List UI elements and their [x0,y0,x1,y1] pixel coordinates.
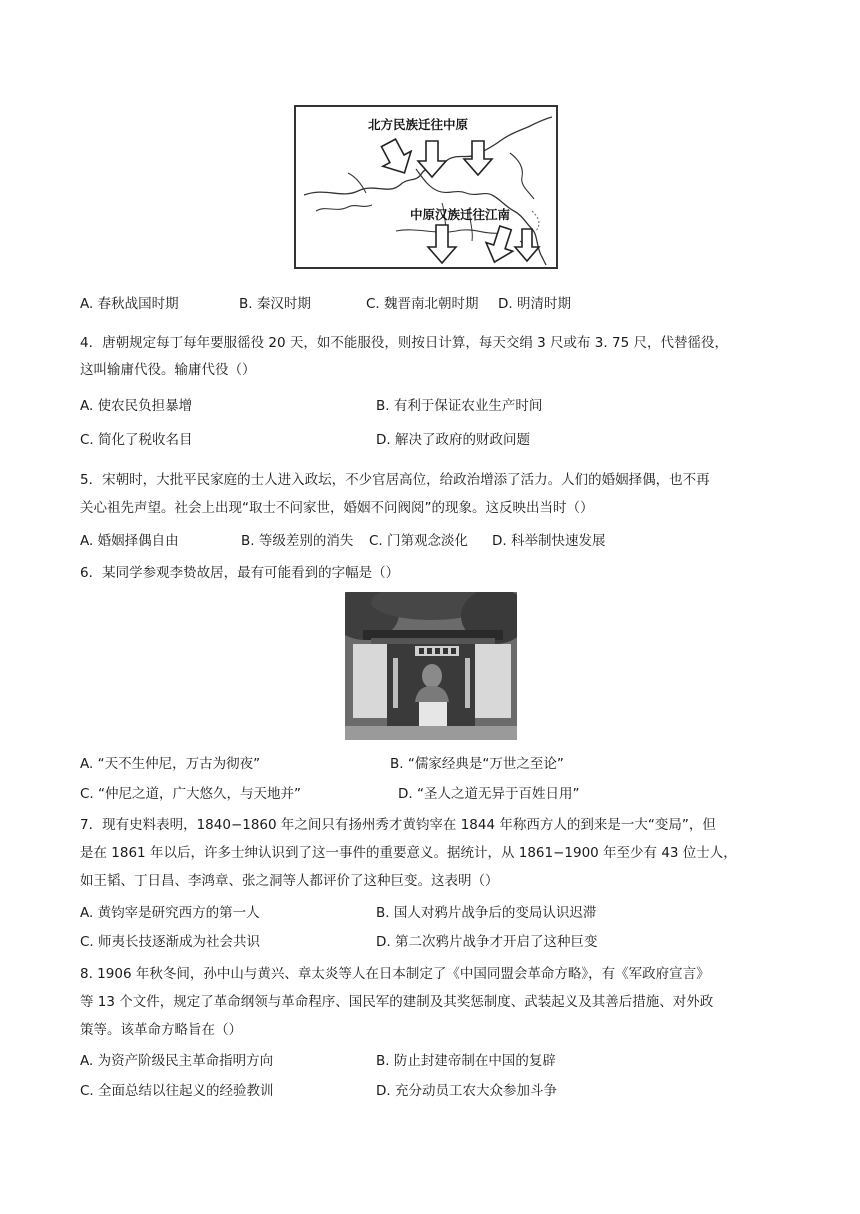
q4-stem-line2: 这叫输庸代役。输庸代役（） [80,362,256,378]
map-label-south: 中原汉族迁往江南 [410,207,511,222]
q7-stem-line3: 如王韬、丁日昌、李鸿章、张之洞等人都评价了这种巨变。这表明（） [80,873,499,889]
q4-stem-line1: 4．唐朝规定每丁每年要服徭役 20 天，如不能服役，则按日计算，每天交绢 3 尺或布 3. 75 尺，代替徭役， [80,335,728,351]
q7-option-b[interactable]: B. 国人对鸦片战争后的变局认识迟滞 [376,905,597,921]
q8-stem-line1: 8. 1906 年秋冬间，孙中山与黄兴、章太炎等人在日本制定了《中国同盟会革命方略》，有《军政府宣言》 [80,966,710,982]
arrow-down-icon [428,224,539,267]
migration-map [294,105,558,269]
arrow-down-icon [374,135,492,180]
q4-option-b[interactable]: B. 有利于保证农业生产时间 [376,398,543,414]
q5-option-a[interactable]: A. 婚姻择偶自由 [80,533,179,549]
q5-stem-line1: 5．宋朝时，大批平民家庭的士人进入政坛，不少官居高位，给政治增添了活力。人们的婚姻择偶，也不再 [80,472,710,488]
q7-option-a[interactable]: A. 黄钧宰是研究西方的第一人 [80,905,260,921]
q8-option-d[interactable]: D. 充分动员工农大众参加斗争 [376,1083,557,1099]
q7-stem-line2: 是在 1861 年以后，许多士绅认识到了这一事件的重要意义。据统计，从 1861−1900 年至少有 43 位士人， [80,845,737,861]
q6-stem-line1: 6．某同学参观李贽故居，最有可能看到的字幅是（） [80,565,400,581]
map-label-north: 北方民族迁往中原 [368,117,469,132]
q4-option-c[interactable]: C. 简化了税收名目 [80,432,193,448]
q8-option-b[interactable]: B. 防止封建帝制在中国的复辟 [376,1053,556,1069]
q3-option-c[interactable]: C. 魏晋南北朝时期 [366,296,479,312]
q8-stem-line3: 策等。该革命方略旨在（） [80,1022,242,1038]
q5-stem-line2: 关心祖先声望。社会上出现“取士不问家世，婚姻不问阀阅”的现象。这反映出当时（） [80,500,594,516]
q8-option-a[interactable]: A. 为资产阶级民主革命指明方向 [80,1053,274,1069]
q7-option-c[interactable]: C. 师夷长技逐渐成为社会共识 [80,934,261,950]
q6-option-a[interactable]: A. “天不生仲尼，万古为彻夜” [80,756,261,772]
q3-option-d[interactable]: D. 明清时期 [498,296,571,312]
q6-option-c[interactable]: C. “仲尼之道，广大悠久，与天地并” [80,786,301,802]
q6-option-d[interactable]: D. “圣人之道无异于百姓日用” [398,786,580,802]
q7-stem-line1: 7．现有史料表明，1840−1860 年之间只有扬州秀才黄钧宰在 1844 年称西方人的到来是一大“变局”，但 [80,817,716,833]
q3-option-b[interactable]: B. 秦汉时期 [239,296,311,312]
former-residence-photo [345,592,517,740]
q5-option-d[interactable]: D. 科举制快速发展 [492,533,606,549]
q4-option-a[interactable]: A. 使农民负担暴增 [80,398,193,414]
q3-option-a[interactable]: A. 春秋战国时期 [80,296,179,312]
q4-option-d[interactable]: D. 解决了政府的财政问题 [376,432,530,448]
q5-option-b[interactable]: B. 等级差别的消失 [241,533,354,549]
q8-stem-line2: 等 13 个文件，规定了革命纲领与革命程序、国民军的建制及其奖惩制度、武装起义及其善后措施、对外政 [80,994,714,1010]
q6-option-b[interactable]: B. “儒家经典是“万世之至论” [390,756,564,772]
q8-option-c[interactable]: C. 全面总结以往起义的经验教训 [80,1083,274,1099]
q7-option-d[interactable]: D. 第二次鸦片战争才开启了这种巨变 [376,934,598,950]
q5-option-c[interactable]: C. 门第观念淡化 [369,533,469,549]
